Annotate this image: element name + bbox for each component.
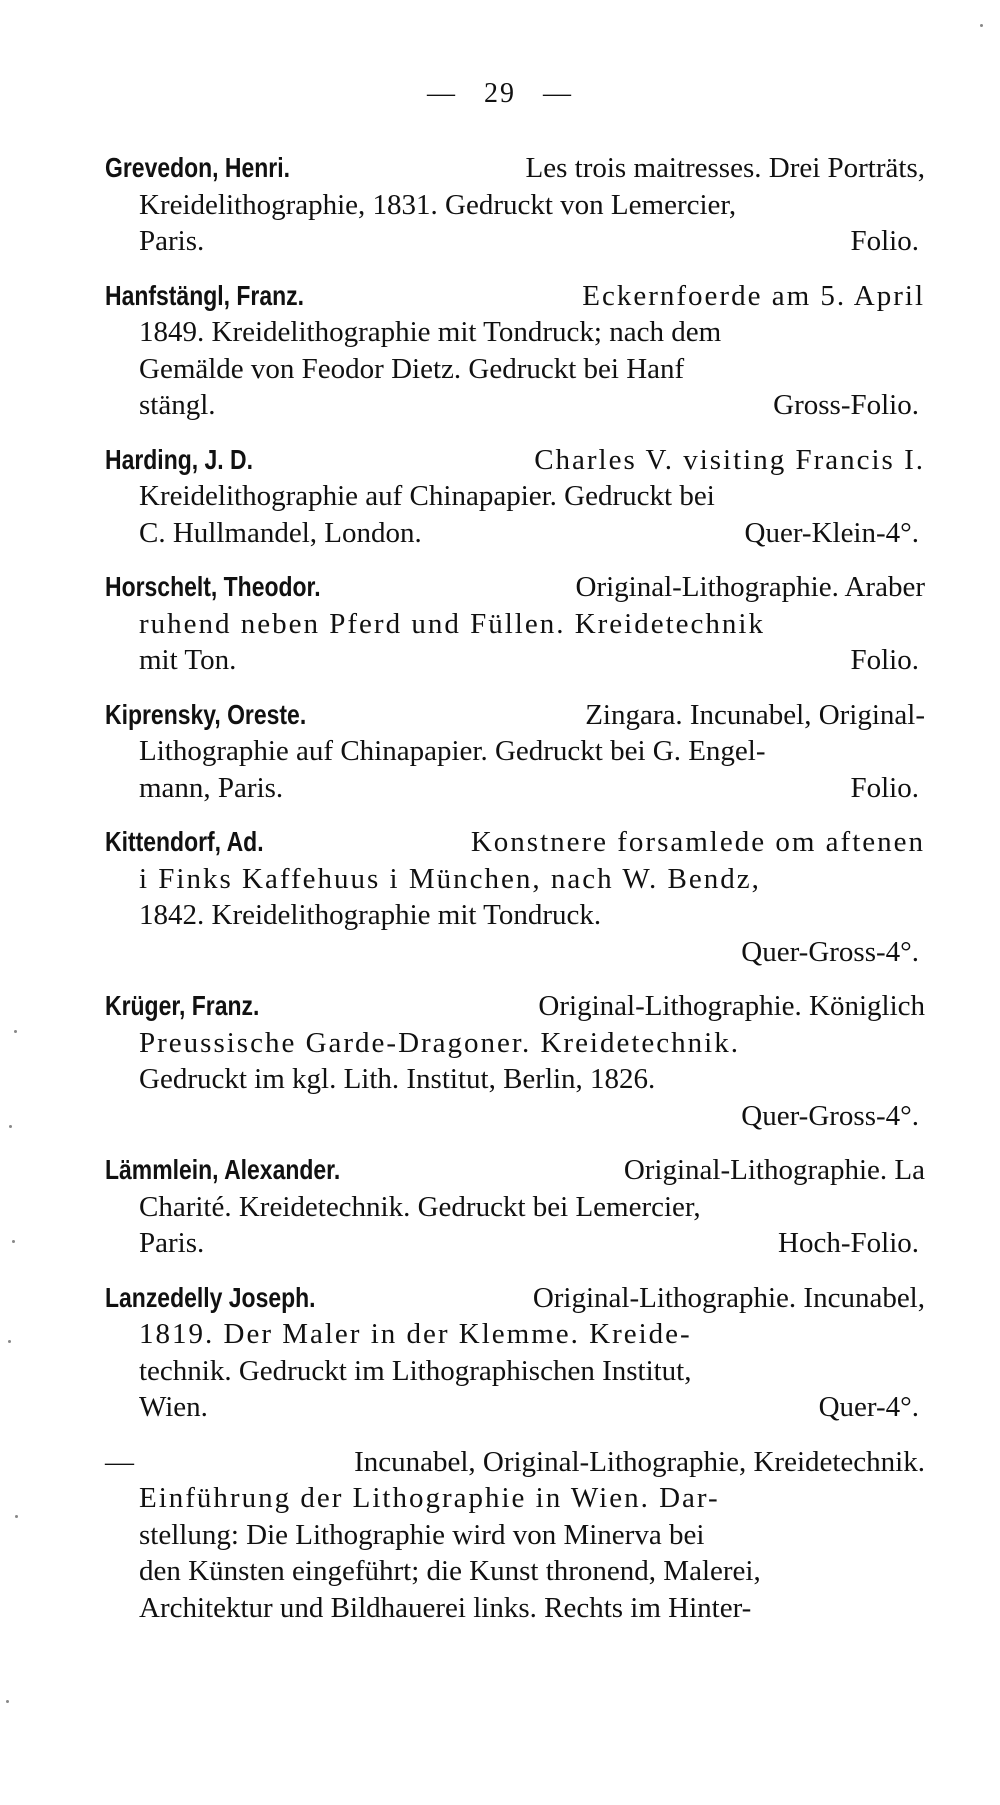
- catalogue-entry: [105, 1444, 925, 1627]
- entry-line: [105, 1025, 925, 1062]
- catalogue-entry: [105, 150, 925, 260]
- format-label: Hoch-Folio.: [778, 1227, 919, 1259]
- entry-text: Kreidelithographie auf Chinapapier. Gedruckt bei: [139, 480, 715, 512]
- catalogue-entry: [105, 824, 925, 970]
- entry-line: [105, 861, 925, 898]
- scan-speck: [12, 1240, 15, 1243]
- entry-text: Eckernfoerde am 5. April: [582, 279, 925, 312]
- entry-text: Original-Lithographie. La: [623, 1154, 925, 1186]
- entry-text: Wien.: [139, 1391, 208, 1423]
- entry-first-line: [105, 278, 925, 315]
- entry-text: technik. Gedruckt im Lithographischen Institut,: [139, 1354, 692, 1387]
- entry-line: [105, 1353, 925, 1390]
- catalogue-entry: [105, 442, 925, 552]
- entry-text: Zingara. Incunabel, Original-: [585, 698, 925, 731]
- catalogue-entries: [105, 150, 925, 1644]
- entry-line: [105, 351, 925, 388]
- ditto-dash: —: [105, 1445, 134, 1478]
- entry-text: Preussische Garde-Dragoner. Kreidetechnik.: [139, 1026, 740, 1059]
- entry-first-line: [105, 150, 925, 187]
- entry-text: Kreidelithographie, 1831. Gedruckt von Lemercier,: [139, 188, 737, 221]
- artist-name: Kittendorf, Ad.: [105, 826, 264, 857]
- format-label: Folio.: [850, 771, 919, 804]
- scan-speck: [15, 1515, 18, 1518]
- artist-name: Lämmlein, Alexander.: [105, 1154, 341, 1185]
- folio-dash-left: —: [427, 78, 457, 109]
- entry-line: [105, 897, 925, 934]
- entry-line: [105, 1553, 925, 1590]
- artist-name: Hanfstängl, Franz.: [105, 279, 305, 311]
- entry-text: Gemälde von Feodor Dietz. Gedruckt bei Hanf: [139, 352, 685, 385]
- entry-first-line: [105, 1152, 925, 1189]
- entry-last-line: [105, 387, 925, 424]
- entry-text: Charles V. visiting Francis I.: [534, 443, 925, 476]
- format-label: Quer-Klein-4°.: [744, 516, 919, 549]
- entry-line: [105, 1189, 925, 1226]
- entry-line: [105, 1480, 925, 1517]
- folio-dash-right: —: [543, 78, 573, 109]
- entry-first-line: [105, 569, 925, 606]
- entry-text: ruhend neben Pferd und Füllen. Kreidetechnik: [139, 607, 765, 640]
- entry-text: stängl.: [139, 389, 216, 421]
- entry-last-line: [105, 515, 925, 552]
- entry-text: i Finks Kaffehuus i München, nach W. Bendz,: [139, 862, 761, 895]
- entry-last-line: [105, 642, 925, 679]
- entry-text: 1819. Der Maler in der Klemme. Kreide-: [139, 1318, 692, 1350]
- entry-last-line: [105, 223, 925, 260]
- catalogue-entry: [105, 988, 925, 1134]
- entry-line: [105, 1061, 925, 1098]
- entry-line: [105, 1316, 925, 1353]
- catalogue-entry: [105, 569, 925, 679]
- entry-line: [105, 1590, 925, 1627]
- artist-name: Lanzedelly Joseph.: [105, 1281, 316, 1313]
- entry-text: Original-Lithographie. Araber: [575, 571, 925, 603]
- entry-text: Les trois maitresses. Drei Porträts,: [525, 152, 925, 184]
- entry-first-line: [105, 824, 925, 861]
- entry-text: Architektur und Bildhauerei links. Rechts im Hinter-: [139, 1591, 752, 1624]
- entry-first-line: [105, 442, 925, 479]
- format-label: Quer-4°.: [818, 1391, 919, 1423]
- entry-text: Paris.: [139, 1227, 205, 1259]
- entry-line: [105, 478, 925, 515]
- format-label: Quer-Gross-4°.: [741, 935, 919, 968]
- catalogue-entry: [105, 278, 925, 424]
- entry-text: Einführung der Lithographie in Wien. Dar-: [139, 1482, 720, 1514]
- format-label: Gross-Folio.: [773, 389, 919, 421]
- entry-line: [105, 733, 925, 770]
- artist-name: Kiprensky, Oreste.: [105, 698, 307, 730]
- page-number: 29: [484, 78, 516, 109]
- entry-text: mit Ton.: [139, 644, 237, 676]
- entry-first-line: [105, 697, 925, 734]
- entry-text: 1849. Kreidelithographie mit Tondruck; nach dem: [139, 316, 722, 348]
- entry-text: 1842. Kreidelithographie mit Tondruck.: [139, 899, 602, 931]
- entry-last-line: [105, 1225, 925, 1262]
- artist-name: Harding, J. D.: [105, 443, 253, 475]
- entry-line: [105, 606, 925, 643]
- format-label: Folio.: [850, 644, 919, 676]
- entry-text: Gedruckt im kgl. Lith. Institut, Berlin, 1826.: [139, 1063, 656, 1095]
- artist-name: Horschelt, Theodor.: [105, 571, 321, 602]
- entry-text: stellung: Die Lithographie wird von Minerva bei: [139, 1518, 705, 1551]
- entry-last-line: [105, 1098, 925, 1135]
- entry-last-line: [105, 934, 925, 971]
- page-number-header: [0, 78, 1000, 110]
- entry-text: Konstnere forsamlede om aftenen: [470, 826, 925, 858]
- entry-first-line: [105, 988, 925, 1025]
- entry-text: Lithographie auf Chinapapier. Gedruckt bei G. Engel-: [139, 735, 766, 767]
- entry-text: Original-Lithographie. Königlich: [538, 990, 925, 1022]
- entry-line: [105, 314, 925, 351]
- artist-name: Krüger, Franz.: [105, 990, 260, 1021]
- scan-speck: [14, 1030, 17, 1033]
- catalogue-entry: [105, 1280, 925, 1426]
- entry-line: [105, 1517, 925, 1554]
- entry-text: Paris.: [139, 225, 205, 257]
- entry-first-line: [105, 1444, 925, 1481]
- scan-speck: [8, 1340, 11, 1343]
- entry-text: Incunabel, Original-Lithographie, Kreidetechnik.: [354, 1445, 925, 1478]
- entry-last-line: [105, 770, 925, 807]
- format-label: Folio.: [850, 225, 919, 257]
- entry-last-line: [105, 1389, 925, 1426]
- artist-name: Grevedon, Henri.: [105, 152, 291, 183]
- scan-speck: [980, 24, 983, 27]
- entry-line: [105, 187, 925, 224]
- entry-text: C. Hullmandel, London.: [139, 516, 422, 549]
- entry-text: Original-Lithographie. Incunabel,: [532, 1281, 925, 1314]
- entry-first-line: [105, 1280, 925, 1317]
- catalogue-entry: [105, 697, 925, 807]
- entry-text: den Künsten eingeführt; die Kunst thronend, Malerei,: [139, 1555, 761, 1587]
- format-label: Quer-Gross-4°.: [741, 1099, 919, 1132]
- entry-text: mann, Paris.: [139, 771, 284, 804]
- scan-speck: [6, 1700, 9, 1703]
- scan-speck: [9, 1125, 12, 1128]
- entry-text: Charité. Kreidetechnik. Gedruckt bei Lemercier,: [139, 1190, 701, 1223]
- catalogue-entry: [105, 1152, 925, 1262]
